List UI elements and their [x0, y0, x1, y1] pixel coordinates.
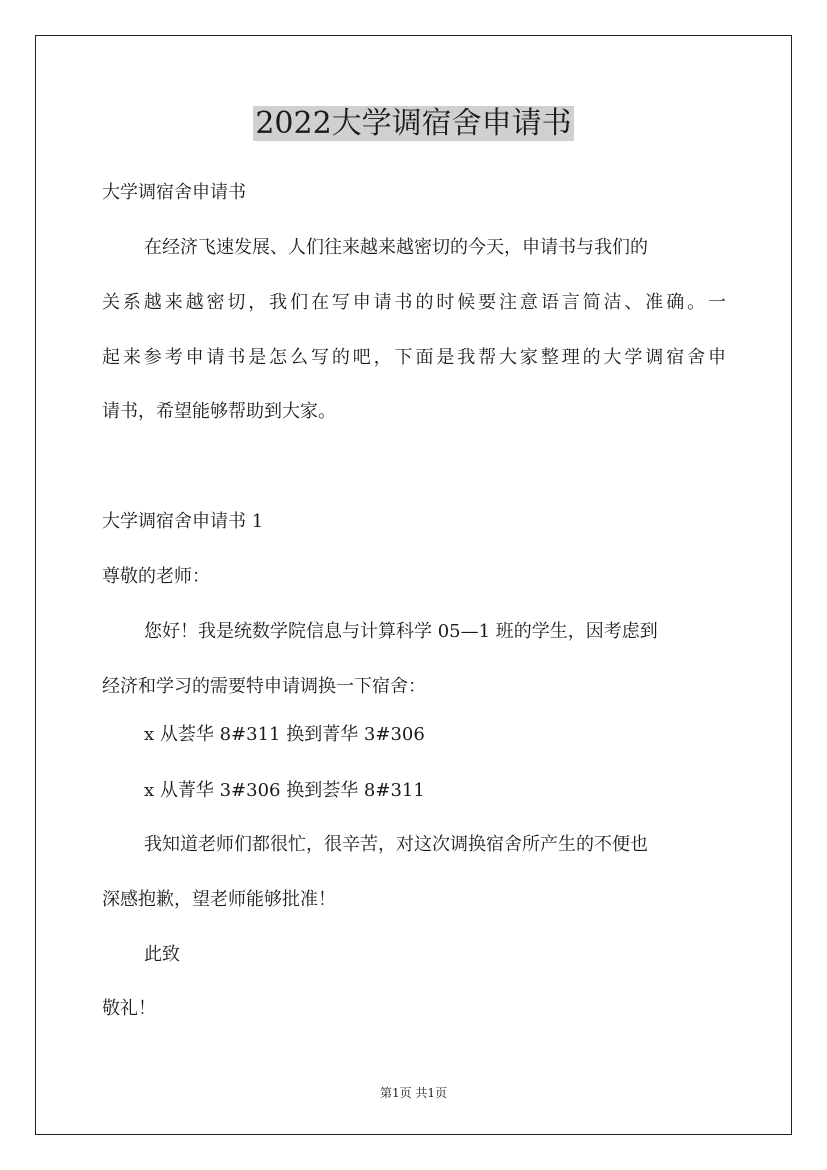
swap-item-1: x 从荟华 8#311 换到菁华 3#306	[144, 724, 425, 745]
intro-line-3: 起来参考申请书是怎么写的吧，下面是我帮大家整理的大学调宿舍申	[102, 347, 726, 368]
intro-line-2: 关系越来越密切，我们在写申请书的时候要注意语言简洁、准确。一	[102, 292, 726, 313]
closing-line-2: 深感抱歉，望老师能够批准！	[102, 889, 336, 910]
page-footer: 第1页 共1页	[379, 1086, 448, 1100]
swap-item-2: x 从菁华 3#306 换到荟华 8#311	[144, 780, 425, 801]
body-line-1: 您好！我是统数学院信息与计算科学 05—1 班的学生，因考虑到	[144, 621, 658, 642]
intro-line-4: 请书，希望能够帮助到大家。	[102, 401, 336, 422]
intro-line-1: 在经济飞速发展、人们往来越来越密切的今天，申请书与我们的	[144, 237, 648, 258]
closing-line-1: 我知道老师们都很忙，很辛苦，对这次调换宿舍所产生的不便也	[144, 834, 648, 855]
section-heading: 大学调宿舍申请书 1	[102, 511, 264, 532]
document-title-text: 2022大学调宿舍申请书	[255, 106, 572, 141]
sign-off-2: 敬礼！	[102, 998, 156, 1019]
salutation: 尊敬的老师：	[102, 566, 210, 587]
body-line-2: 经济和学习的需要特申请调换一下宿舍：	[102, 676, 426, 697]
sign-off-1: 此致	[144, 944, 180, 965]
document-title	[0, 104, 827, 144]
document-subtitle: 大学调宿舍申请书	[102, 182, 246, 203]
